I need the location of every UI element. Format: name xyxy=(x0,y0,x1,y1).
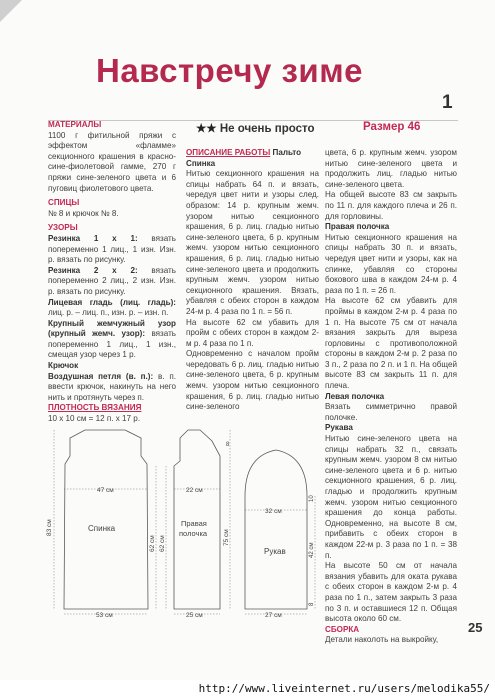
sleeve-width-top: 32 см xyxy=(265,508,282,515)
sleeve-dim: 8 xyxy=(309,602,315,606)
back-height-side: 62 см xyxy=(149,535,156,552)
page-title: Навстречу зиме xyxy=(96,52,363,89)
back-top-dim xyxy=(62,426,66,427)
pattern-item: Резинка 2 х 2: вязать попеременно 2 лиц., 2 изн. Изн. р. вязать по рисунку. xyxy=(48,265,176,296)
sleeve-outline xyxy=(245,450,307,609)
right-front-heading: Правая полочка xyxy=(325,222,390,232)
sleeve-heading: Рукава xyxy=(325,423,353,433)
front-top-dim xyxy=(192,426,196,427)
front-top-dim xyxy=(176,426,180,427)
back-outline xyxy=(64,430,148,609)
gauge-heading: ПЛОТНОСТЬ ВЯЗАНИЯ xyxy=(48,403,142,413)
front-right-top-dim: 8 xyxy=(226,442,230,448)
patterns-heading: УЗОРЫ xyxy=(48,223,78,233)
left-front-text: Вязать симметрично правой полочке. xyxy=(325,402,457,422)
pattern-item: Лицевая гладь (лиц. гладь): лиц. р. – лиц. п., изн. р. – изн. п. xyxy=(48,297,176,318)
difficulty-label: Не очень просто xyxy=(219,123,315,135)
footer-url[interactable]: http://www.liveinternet.ru/users/melodika55/ xyxy=(198,682,490,695)
sleeve-width-bottom: 27 см xyxy=(265,612,282,619)
description-column-2 xyxy=(325,148,457,646)
description-column xyxy=(186,148,319,413)
back-top-dim xyxy=(142,426,146,427)
right-front-text-2: На высоте 62 см убавить для проймы в каждом 2-м р. 4 раза по 1 п. На высоте 75 см от начала вязания закрыть для выреза горловины с противоположной стороны в каждом 2-м р. 2 раза по 3 п., 2 раза по 2 п. и 1 п. На общей высоте 83 см закрыть 11 п. для плеча. xyxy=(325,296,457,391)
pattern-diagram xyxy=(40,426,325,624)
back-label: Спинка xyxy=(88,524,116,533)
front-height-total: 75 см xyxy=(223,529,230,546)
materials-text: 1100 г фитильной пряжи с эффектом «фламме» секционного крашения в красно-сине-фиолетовой гамме, 270 г пряжи сине-зеленого цвета и 6 пуговиц фиолетового цвета. xyxy=(48,130,176,193)
page-number: 25 xyxy=(468,620,483,635)
sleeve-dim: 42 см xyxy=(309,542,315,558)
back-text-3: Одновременно с началом пройм чередовать 6 р. лиц. гладью нитью сине-зеленого цвета, 6 р. крупным жемч. узором нитью секционного крашения, 6 р. лиц. гладью нитью сине-зеленого xyxy=(186,349,319,412)
sleeve-text: Нитью сине-зеленого цвета на спицы набрать 32 п., связать крупным жемч. узором 8 см нитью сине-зеленого цвета и 6 р. нитью секционного крашения, 6 р. лиц. гладью и продолжить крупным жемч. узором нитью секционного крашения до конца работы. Одновременно, на высоте 8 см, прибавить с обеих сторон в каждом 22-м р. 3 раза по 1 п. = 38 п. xyxy=(325,434,457,560)
footer-bar xyxy=(0,680,495,699)
materials-heading: МАТЕРИАЛЫ xyxy=(48,120,102,129)
back-continued: цвета, 6 р. крупным жемч. узором нитью сине-зеленого цвета и продолжить лиц. гладью нитью сине-зеленого цвета. xyxy=(325,148,457,189)
back-top-dim xyxy=(96,426,111,427)
needles-heading: СПИЦЫ xyxy=(48,198,80,208)
front-width-bottom: 25 см xyxy=(186,612,203,619)
front-top-dim xyxy=(209,426,213,427)
materials-column xyxy=(48,120,176,425)
right-front-text: Нитью секционного крашения на спицы набрать 30 п. и вязать, чередуя цвет нити и узоры, как на спинке, убавляя со стороны бокового шва в каждом 24-м р. 4 раза по 1 п. = 26 п. xyxy=(325,232,457,295)
front-label-line: Правая xyxy=(181,519,207,528)
left-front-heading: Левая полочка xyxy=(325,391,385,401)
pattern-item: Крупный жемчужный узор (крупный жемч. узор): вязать попеременно 1 лиц., 1 изн., смещая узор через 1 р. xyxy=(48,318,176,360)
pattern-number: 1 xyxy=(442,92,453,113)
page-corner-fold xyxy=(0,0,22,22)
back-continued-2: На общей высоте 83 см закрыть по 11 п. для каждого плеча и 26 п. для горловины. xyxy=(325,190,457,221)
back-text: Нитью секционного крашения на спицы набрать 64 п. и вязать, чередуя цвет нити и узоры след. образом: 14 р. крупным жемч. узором нитью секционного крашения, 6 р. лиц. гладью нитью сине-зеленого цвета, 6 р. крупным жемч. узором нитью секционного крашения, 6 р. лиц. гладью нитью сине-зеленого цвета и продолжить крупным жемч. узором нитью секционного крашения. Вязать, убавляя с обеих сторон в каждом 24-м р. 4 раза по 1 п. = 56 п. xyxy=(186,169,319,316)
sleeve-text-2: На высоте 50 см от начала вязания убавить для оката рукава с обеих сторон в каждом 2-м р. 4 раза по 1 п., затем закрыть 3 раза по 3 п. и оставшиеся 12 п. Общая высота около 60 см. xyxy=(325,561,457,624)
back-heading: Спинка xyxy=(186,158,216,168)
back-width-bottom: 53 см xyxy=(96,612,113,619)
sleeve-dim: 10 xyxy=(309,495,315,502)
pattern-item: Крючок xyxy=(48,361,79,371)
size-label: Размер 46 xyxy=(363,121,421,133)
back-top-dim xyxy=(77,426,81,427)
needles-text: № 8 и крючок № 8. xyxy=(48,208,119,218)
assembly-text: Детали наколоть на выкройку, xyxy=(325,635,439,645)
front-width-mid: 22 см xyxy=(186,487,203,494)
gauge-text: 10 х 10 см = 12 п. х 17 р. xyxy=(48,414,141,424)
back-text-2: На высоте 62 см убавить для пройм с обеих сторон в каждом 2-м р. 4 раза по 1 п. xyxy=(186,317,319,348)
assembly-heading: СБОРКА xyxy=(325,624,360,634)
back-height-total: 83 см xyxy=(46,519,53,536)
front-height-side: 62 см xyxy=(159,535,166,552)
sleeve-label: Рукав xyxy=(264,547,286,556)
difficulty-stars: ★★ xyxy=(196,123,217,135)
back-width-mid: 47 см xyxy=(97,487,114,494)
description-heading-row: ОПИСАНИЕ РАБОТЫ Пальто xyxy=(186,148,302,157)
difficulty-rating xyxy=(196,121,315,135)
back-top-dim xyxy=(131,426,135,427)
pattern-item: Резинка 1 х 1: вязать попеременно 1 лиц., 1 изн. Изн. р. вязать по рисунку. xyxy=(48,233,176,265)
front-label-line: полочка xyxy=(179,529,208,538)
pattern-item: Воздушная петля (в. п.): в. п. ввести крючок, накинуть на него нить и протянуть через п. xyxy=(48,371,176,402)
